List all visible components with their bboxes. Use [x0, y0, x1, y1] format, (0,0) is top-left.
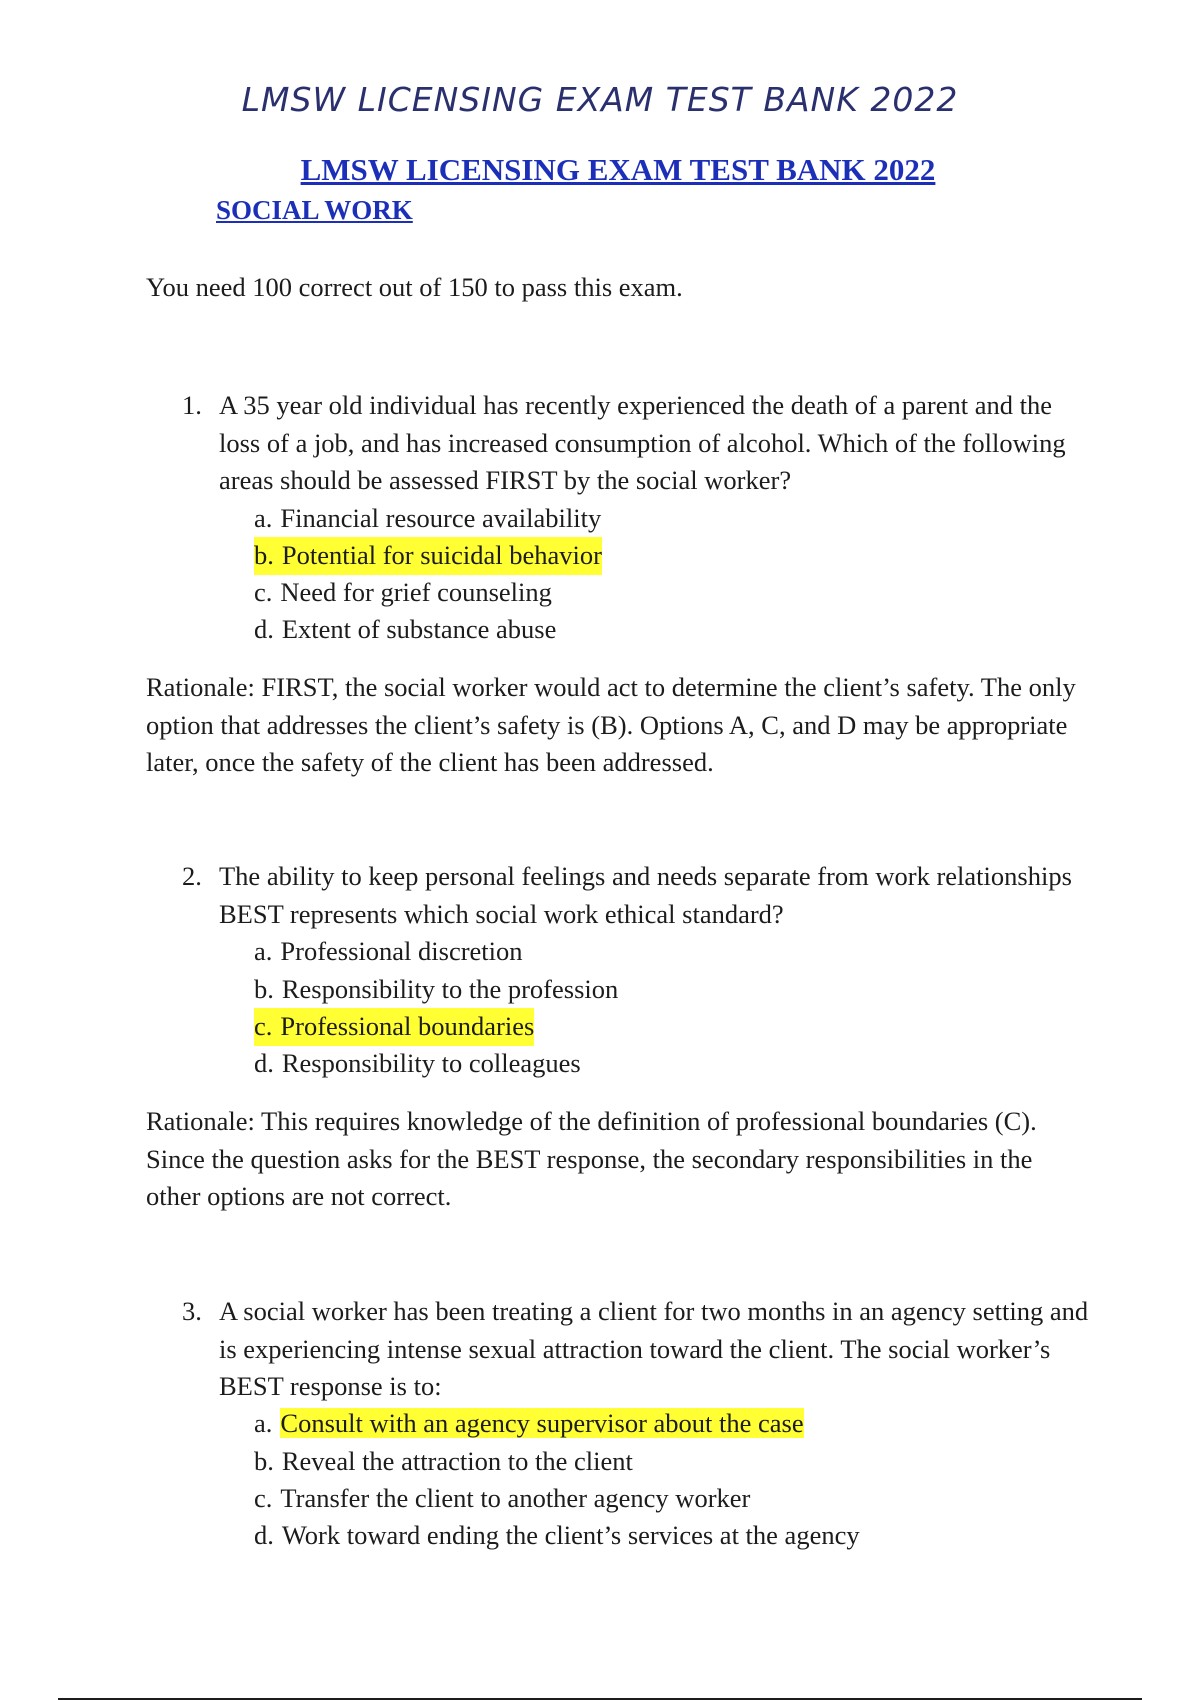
- option-text: Responsibility to colleagues: [281, 1048, 581, 1078]
- option-b-correct: [254, 537, 602, 575]
- question-number: 2.: [182, 861, 202, 891]
- option-text: Professional discretion: [280, 936, 523, 966]
- question-number: 1.: [182, 390, 202, 420]
- option-c: [254, 1480, 750, 1518]
- rationale-text: Rationale: This requires knowledge of the definition of professional boundaries (C). Since the question asks for the BEST response, the secondary responsibilities in the other options are not correct.: [146, 1106, 1037, 1211]
- option-text: Financial resource availability: [280, 503, 602, 533]
- option-text: Professional boundaries: [280, 1011, 535, 1041]
- option-letter: b.: [254, 1446, 274, 1476]
- document-title-link[interactable]: LMSW LICENSING EXAM TEST BANK 2022: [300, 152, 936, 187]
- question-text: The ability to keep personal feelings and needs separate from work relationships BEST represents which social work ethical standard?: [219, 861, 1072, 929]
- option-letter: b.: [254, 540, 274, 570]
- option-b: [254, 971, 618, 1009]
- rationale-text: Rationale: FIRST, the social worker would act to determine the client’s safety. The only option that addresses the client’s safety is (B). Options A, C, and D may be appropriate later, once the safety of the client has been addressed.: [146, 672, 1076, 777]
- option-c-correct: [254, 1008, 534, 1046]
- option-a: [254, 933, 523, 971]
- option-letter: a.: [254, 503, 273, 533]
- option-c: [254, 574, 552, 612]
- option-text: Responsibility to the profession: [281, 974, 619, 1004]
- option-d: [254, 1045, 581, 1083]
- option-a-correct: [254, 1405, 804, 1443]
- option-letter: c.: [254, 1011, 273, 1041]
- option-text: Reveal the attraction to the client: [281, 1446, 633, 1476]
- option-letter: c.: [254, 577, 273, 607]
- option-letter: d.: [254, 1048, 274, 1078]
- option-letter: c.: [254, 1483, 273, 1513]
- intro-text: You need 100 correct out of 150 to pass this exam.: [146, 272, 683, 302]
- option-letter: d.: [254, 614, 274, 644]
- document-subtitle-link[interactable]: SOCIAL WORK: [216, 195, 413, 225]
- option-text: Need for grief counseling: [280, 577, 552, 607]
- option-letter: d.: [254, 1520, 274, 1550]
- option-letter: a.: [254, 1408, 273, 1438]
- question-text: A 35 year old individual has recently experienced the death of a parent and the loss of a job, and has increased consumption of alcohol. Which of the following areas should be assessed FIRST by the social worker?: [219, 390, 1066, 495]
- option-letter: b.: [254, 974, 274, 1004]
- question-number: 3.: [182, 1296, 202, 1326]
- page-banner: LMSW LICENSING EXAM TEST BANK 2022: [241, 80, 959, 119]
- option-d: [254, 611, 556, 649]
- option-text: Transfer the client to another agency worker: [280, 1483, 751, 1513]
- option-d: [254, 1517, 860, 1555]
- option-text: Extent of substance abuse: [281, 614, 557, 644]
- option-text: Work toward ending the client’s services at the agency: [281, 1520, 860, 1550]
- option-a: [254, 500, 601, 538]
- option-letter: a.: [254, 936, 273, 966]
- option-text: Potential for suicidal behavior: [281, 540, 602, 570]
- question-text: A social worker has been treating a client for two months in an agency setting and is experiencing intense sexual attraction toward the client. The social worker’s BEST response is to:: [219, 1296, 1089, 1401]
- option-text: Consult with an agency supervisor about the case: [280, 1408, 804, 1438]
- option-b: [254, 1443, 633, 1481]
